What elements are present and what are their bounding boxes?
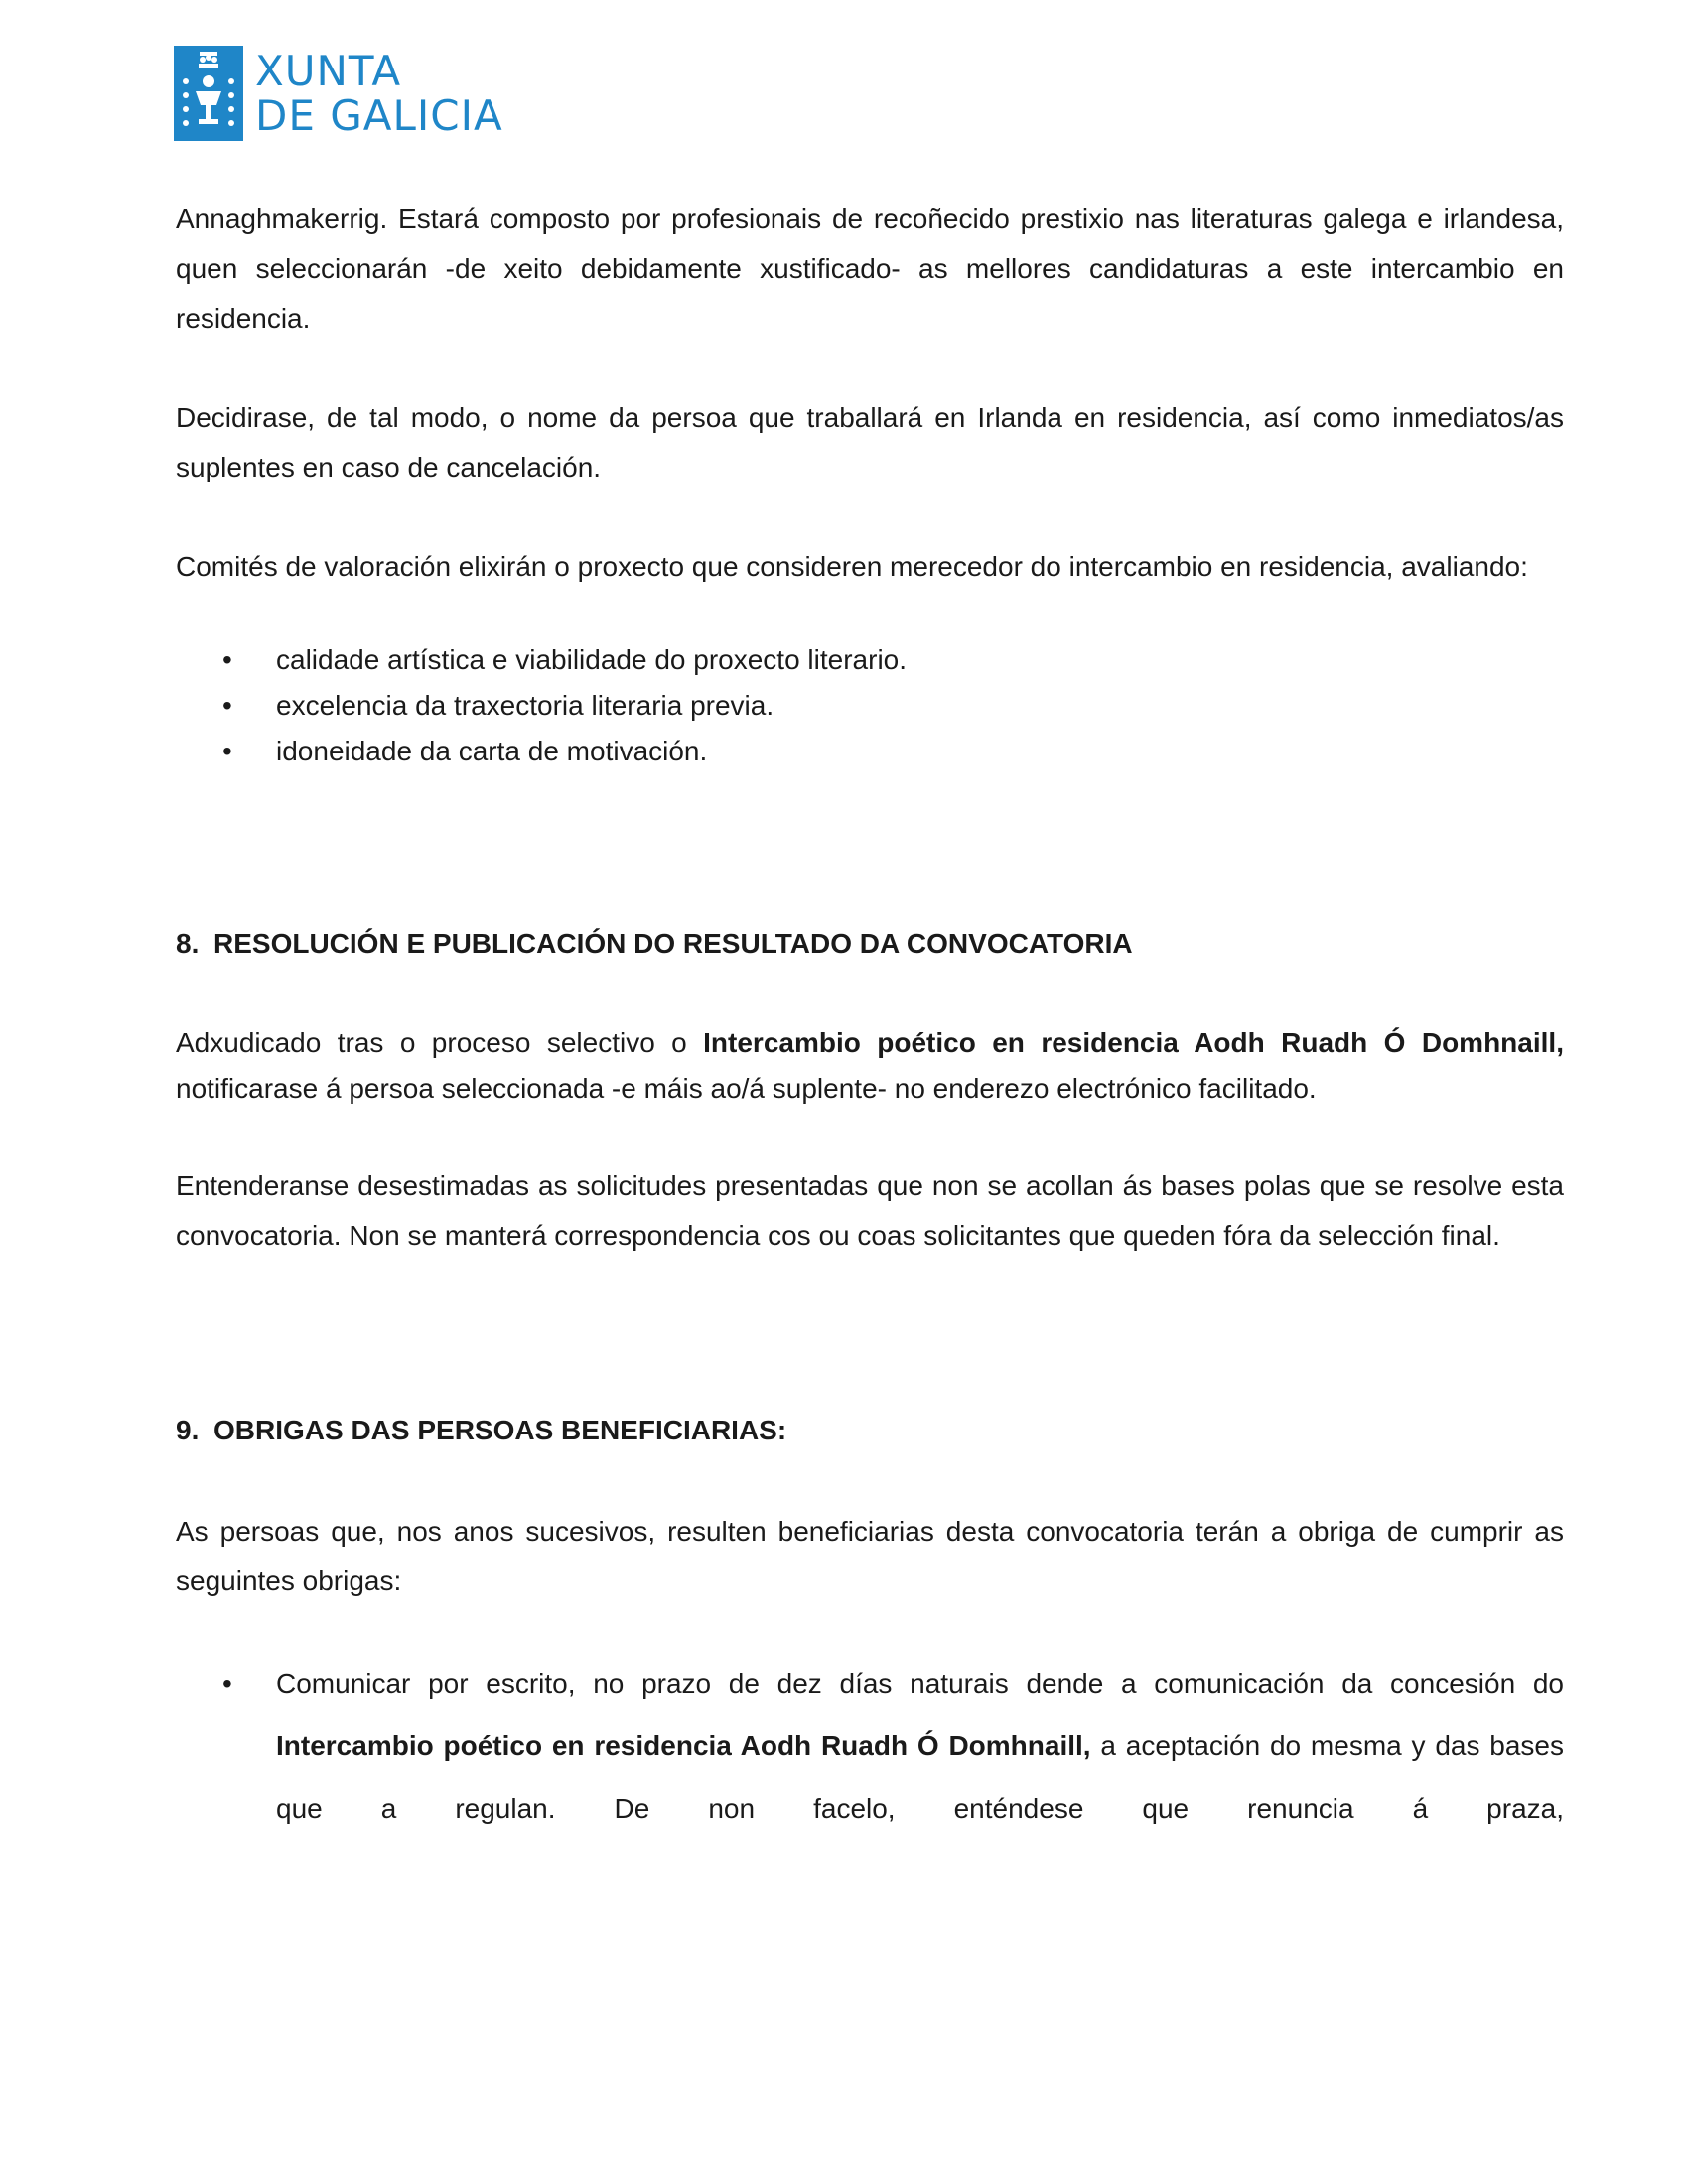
galicia-coat-of-arms-icon (174, 46, 243, 141)
criteria-list (176, 637, 1564, 774)
paragraph-adjudication: Adxudicado tras o proceso selectivo o Intercambio poético en residencia Aodh Ruadh Ó Domhnaill, notificarase á persoa seleccionada -e máis ao/á suplente- no enderezo electrónico facilitado. (176, 1027, 1564, 1104)
obligations-list (176, 1652, 1564, 1840)
list-item: • excelencia da traxectoria literaria previa. (222, 690, 774, 721)
logo-line-2: DE GALICIA (255, 91, 503, 140)
xunta-logo (174, 46, 503, 141)
paragraph-obligations: As persoas que, nos anos sucesivos, resulten beneficiarias desta convocatoria terán a obriga de cumprir as seguintes obrigas: (176, 1516, 1564, 1596)
paragraph-evaluation: Comités de valoración elixirán o proxecto que consideren merecedor do intercambio en residencia, avaliando: (176, 551, 1528, 582)
list-item: • idoneidade da carta de motivación. (222, 736, 708, 766)
logo-line-1: XUNTA (255, 47, 402, 95)
paragraph-committee: Annaghmakerrig. Estará composto por profesionais de recoñecido prestixio nas literaturas galega e irlandesa, quen seleccionarán -de xeito debidamente xustificado- as mellores candidaturas a este intercambio en residencia. (176, 204, 1564, 334)
section-8-heading: 8. RESOLUCIÓN E PUBLICACIÓN DO RESULTADO DA CONVOCATORIA (176, 928, 1133, 959)
paragraph-rejections: Entenderanse desestimadas as solicitudes presentadas que non se acollan ás bases polas que se resolve esta convocatoria. Non se manterá correspondencia cos ou coas solicitantes que queden fóra da selección final. (176, 1170, 1564, 1251)
list-item: • calidade artística e viabilidade do proxecto literario. (222, 644, 908, 675)
list-item: • Comunicar por escrito, no prazo de dez días naturais dende a comunicación da concesión do Intercambio poético en residencia Aodh Ruadh Ó Domhnaill, a aceptación do mesma y das bases que a regulan. De non facelo, enténdese que renuncia á praza, (222, 1668, 1564, 1824)
section-9-heading: 9. OBRIGAS DAS PERSOAS BENEFICIARIAS: (176, 1415, 787, 1445)
document-body (176, 195, 1564, 1840)
paragraph-decision: Decidirase, de tal modo, o nome da persoa que traballará en Irlanda en residencia, así como inmediatos/as suplentes en caso de cancelación. (176, 402, 1564, 482)
